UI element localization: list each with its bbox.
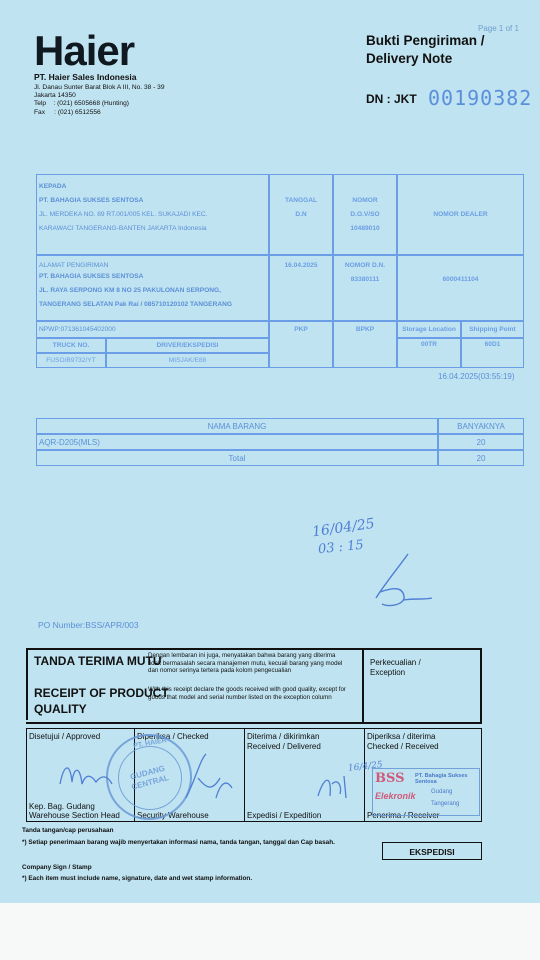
receipt-divider <box>362 648 364 724</box>
ekspedisi-label: EKSPEDISI <box>409 847 455 857</box>
signature-grid <box>26 728 482 822</box>
sig-rule-4 <box>364 728 365 822</box>
item-name: AQR-D205(MLS) <box>39 438 100 447</box>
driver-label-cell <box>106 338 269 353</box>
truck-value: FUSO/B9732/YT <box>46 357 96 364</box>
footer-line2: *) Setiap penerimaan barang wajib menyertakan informasi nama, tanda tangan, tanggal dan Cap basah. <box>22 839 335 846</box>
bss-sub: Elekronik <box>375 791 416 801</box>
exception-label: Perkecualian / Exception <box>370 658 421 677</box>
receipt-box <box>26 648 482 724</box>
bss-city: Tangerang <box>431 801 460 807</box>
bss-stamp <box>372 768 480 816</box>
approved-signature-icon <box>56 754 116 794</box>
total-value-cell <box>438 450 524 466</box>
nomor-dn-cell <box>333 255 397 321</box>
kepada-address-2: KARAWACI TANGERANG-BANTEN JAKARTA Indonesia <box>39 225 207 232</box>
dn-number: 00190382 <box>428 86 533 110</box>
col-name-label: NAMA BARANG <box>207 422 267 431</box>
handwritten-bottom-date: 16/4/25 <box>347 760 384 774</box>
receipt-text-en: With this receipt declare the goods received with good quality, except for goods that model and serial number listed on the exception column <box>148 686 346 701</box>
tanggal-value-cell <box>269 255 333 321</box>
driver-label: DRIVER/EKSPEDISI <box>156 342 219 349</box>
driver-value: MISJAK/E88 <box>168 357 207 364</box>
receipt-top-rule <box>26 648 366 650</box>
total-value: 20 <box>476 454 486 463</box>
item-qty: 20 <box>476 438 486 447</box>
nomor-dn-value: 83380111 <box>350 276 380 283</box>
po-number: PO Number:BSS/APR/003 <box>38 620 139 630</box>
pkp-label: PKP <box>294 326 308 333</box>
item-qty-cell <box>438 434 524 450</box>
nomor-sub: D.O.V/SO <box>350 211 380 218</box>
tanggal-label: TANGGAL <box>284 197 318 204</box>
delivered-label-line2: Received / Delivered <box>247 742 321 751</box>
info-table <box>36 174 524 368</box>
stamp-center-text: GUDANG CENTRAL <box>129 763 170 792</box>
footer-line1: Tanda tangan/cap perusahaan <box>22 827 114 834</box>
receipt-title-id: TANDA TERIMA MUTU <box>34 654 162 668</box>
alamat-label: ALAMAT PENGIRIMAN <box>39 262 109 269</box>
nomor-dealer-cell <box>397 174 524 255</box>
shipping-value-cell <box>461 338 524 368</box>
total-row <box>36 450 438 466</box>
npwp-value: NPWP:071361045402000 <box>39 326 116 333</box>
company-address: Jl. Danau Sunter Barat Blok A III, No. 38 - 39 Jakarta 14350 Telp : (021) 6505668 (Hunting) Fax : (021) 6512556 <box>34 84 165 116</box>
sig-bottom-rule <box>26 821 482 822</box>
document-title-line2: Delivery Note <box>366 51 453 66</box>
npwp-cell <box>36 321 269 338</box>
sig-top-rule <box>26 728 482 729</box>
tanggal-sub: D.N <box>295 211 307 218</box>
warehouse-head-line2: Warehouse Section Head <box>29 811 120 820</box>
pkp-cell <box>269 321 333 368</box>
checked-signature-icon <box>176 748 236 808</box>
haier-logo: Haier <box>34 27 135 74</box>
document-title-line1: Bukti Pengiriman / <box>366 33 485 48</box>
warehouse-head-label <box>29 802 120 820</box>
dn-label: DN : JKT <box>366 92 417 106</box>
nomor-label: NOMOR <box>352 197 378 204</box>
truck-value-cell <box>36 353 106 368</box>
security-label: Security Warehouse <box>137 811 209 820</box>
col-qty-label: BANYAKNYA <box>457 422 505 431</box>
shipping-label-cell <box>461 321 524 338</box>
bpkp-cell <box>333 321 397 368</box>
alamat-address-2: TANGERANG SELATAN Pak Rai / 085710120102 TANGERANG <box>39 301 232 308</box>
tanggal-value: 16.04.2025 <box>284 262 318 269</box>
bss-logo: BSS <box>375 771 405 786</box>
received-label <box>367 732 439 752</box>
receipt-title-en-2: QUALITY <box>34 702 87 716</box>
handwritten-signature-icon <box>368 548 438 614</box>
company-name: PT. Haier Sales Indonesia <box>34 72 137 82</box>
exception-top-rule <box>366 648 482 650</box>
handwritten-time: 03 : 15 <box>317 537 365 558</box>
footer-line4: *) Each item must include name, signature, date and wet stamp information. <box>22 875 253 882</box>
dealer-value: 6000411104 <box>442 276 479 283</box>
receipt-bottom-rule <box>26 722 482 724</box>
received-label-line1: Diperiksa / diterima <box>367 732 436 741</box>
total-label: Total <box>228 454 246 463</box>
expedition-label: Expedisi / Expedition <box>247 811 322 820</box>
sig-rule-5 <box>481 728 482 822</box>
delivered-label <box>247 732 321 752</box>
storage-value: 00TR <box>420 341 438 348</box>
nomor-value: 10489010 <box>350 225 380 232</box>
footer-line3: Company Sign / Stamp <box>22 864 92 871</box>
warehouse-head-line1: Kep. Bag. Gudang <box>29 802 95 811</box>
alamat-address-1: JL. RAYA SERPONG KM 8 NO 25 PAKULONAN SERPONG, <box>39 287 221 294</box>
kepada-cell <box>36 174 269 255</box>
storage-label-cell <box>397 321 461 338</box>
bpkp-label: BPKP <box>355 326 375 333</box>
bss-gudang: Gudang <box>431 789 453 795</box>
col-qty-header <box>438 418 524 434</box>
receipt-title-en-1: RECEIPT OF PRODUCT <box>34 686 169 700</box>
table-row <box>36 434 438 450</box>
page-number: Page 1 of 1 <box>478 24 519 33</box>
kepada-address-1: JL. MERDEKA NO. 89 RT.001/005 KEL. SUKAJADI KEC. <box>39 211 208 218</box>
sig-rule-1 <box>26 728 27 822</box>
nomor-cell <box>333 174 397 255</box>
truck-label: TRUCK NO. <box>52 342 90 349</box>
items-table <box>36 418 524 466</box>
document-title <box>366 32 485 68</box>
kepada-name: PT. BAHAGIA SUKSES SENTOSA <box>39 197 144 204</box>
driver-value-cell <box>106 353 269 368</box>
shipping-label: Shipping Point <box>469 326 516 333</box>
kepada-label: KEPADA <box>39 183 67 190</box>
storage-label: Storage Location <box>402 326 456 333</box>
receipt-text-id: Dengan lembaran ini juga, menyatakan bahwa barang yang diterima tidak bermasalah secara manajemen mutu, kecuali barang yang model dan nomor serinya tertera pada kolom pengecualian <box>148 652 343 675</box>
bss-company: PT. Bahagia Sukses Sentosa <box>415 773 468 785</box>
approved-label: Disetujui / Approved <box>29 732 101 741</box>
stamp-round-text: PT. HAIER <box>132 737 168 750</box>
shipping-value: 60D1 <box>484 341 501 348</box>
storage-value-cell <box>397 338 461 368</box>
sig-rule-3 <box>244 728 245 822</box>
tanggal-cell <box>269 174 333 255</box>
print-timestamp: 16.04.2025(03:55:19) <box>438 372 515 381</box>
col-name-header <box>36 418 438 434</box>
alamat-cell <box>36 255 269 321</box>
exception-right-rule <box>480 648 482 724</box>
nomor-dn-label: NOMOR D.N. <box>344 262 386 269</box>
nomor-dealer-label: NOMOR DEALER <box>433 211 488 218</box>
truck-label-cell <box>36 338 106 353</box>
dealer-value-cell <box>397 255 524 321</box>
handwritten-date: 16/04/25 <box>311 515 376 541</box>
ekspedisi-box <box>382 842 482 860</box>
receipt-left-rule <box>26 648 28 720</box>
receiver-label: Penerima / Receiver <box>367 811 440 820</box>
delivered-label-line1: Diterima / dikirimkan <box>247 732 320 741</box>
received-label-line2: Checked / Received <box>367 742 439 751</box>
checked-label: Diperiksa / Checked <box>137 732 209 741</box>
alamat-name: PT. BAHAGIA SUKSES SENTOSA <box>39 273 144 280</box>
